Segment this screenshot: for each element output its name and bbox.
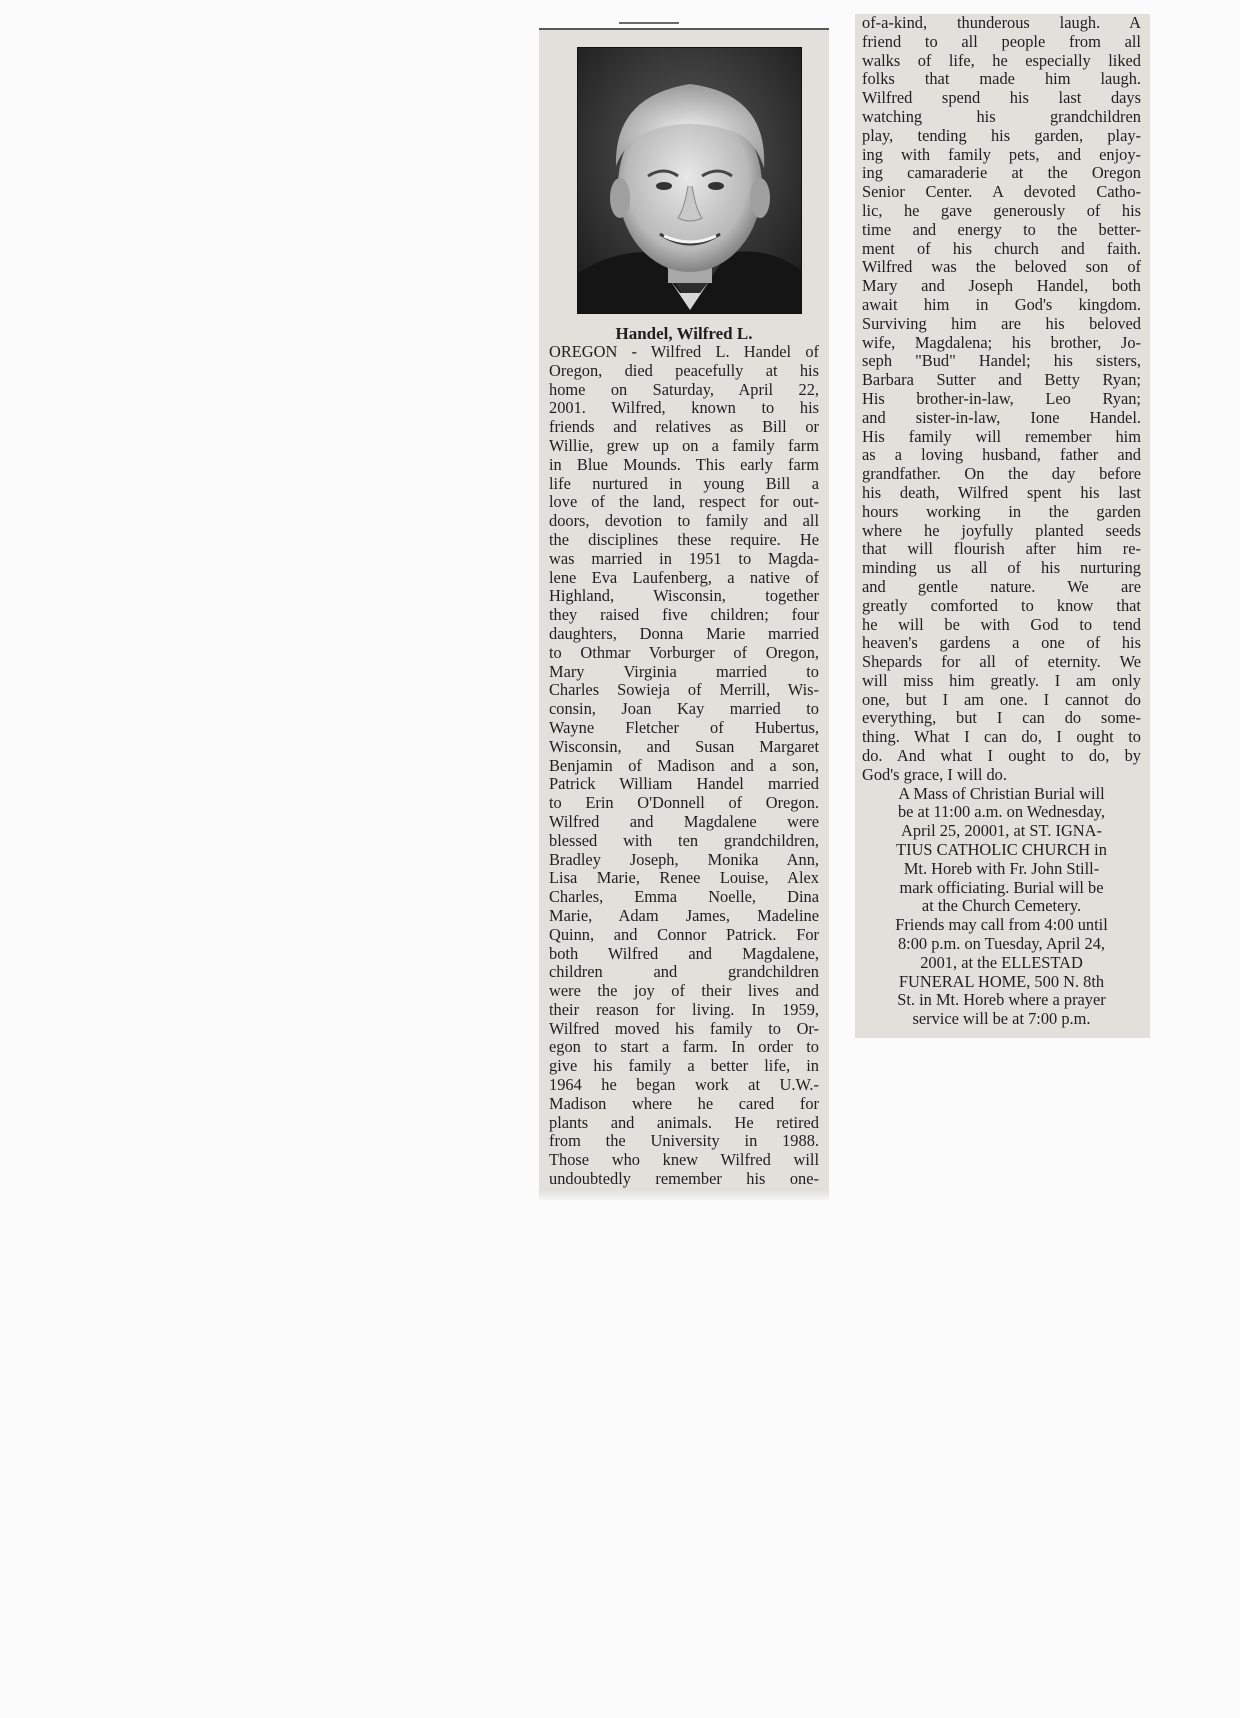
obituary-text-line: to Othmar Vorburger of Oregon, [549,643,819,662]
obituary-text-line: life nurtured in young Bill a [549,474,819,493]
obituary-body-left [549,343,819,1189]
obituary-text-line: friends and relatives as Bill or [549,418,819,437]
portrait-photo [577,47,802,314]
services-text-line: 8:00 p.m. on Tuesday, April 24, [897,935,1106,954]
services-text-line: April 25, 20001, at ST. IGNA- [901,822,1102,841]
obituary-text-line: friend to all people from all [862,32,1141,51]
obituary-text-line: Willie, grew up on a family farm [549,436,819,455]
services-text-line: at the Church Cemetery. [921,897,1082,916]
obituary-text-line: greatly comforted to know that [862,596,1141,615]
obituary-text-line: Bradley Joseph, Monika Ann, [549,850,819,869]
obituary-text-line: Highland, Wisconsin, together [549,587,819,606]
services-text-line: Mt. Horeb with Fr. John Still- [903,859,1100,878]
obituary-text-line: they raised five children; four [549,606,819,625]
clipping-torn-edge [539,1190,829,1200]
obituary-text-line: ing camaraderie at the Oregon [862,164,1141,183]
obituary-text-line: his death, Wilfred spent his last [862,483,1141,502]
obituary-text-line: Wilfred was the beloved son of [862,258,1141,277]
obituary-text-line: hours working in the garden [862,502,1141,521]
obituary-text-line: His family will remember him [862,427,1141,446]
obituary-text-line: heaven's gardens a one of his [862,634,1141,653]
obituary-text-line: Mary Virginia married to [549,662,819,681]
obituary-text-line: egon to start a farm. In order to [549,1038,819,1057]
obituary-text-line: Wayne Fletcher of Hubertus, [549,718,819,737]
obituary-text-line: 2001. Wilfred, known to his [549,399,819,418]
obituary-text-line: will miss him greatly. I am only [862,671,1141,690]
obituary-text-line: children and grandchildren [549,963,819,982]
services-text-line: 2001, at the ELLESTAD [920,953,1083,972]
obituary-text-line: OREGON - Wilfred L. Handel of [549,343,819,361]
obituary-text-line: that will flourish after him re- [862,540,1141,559]
obituary-text-line: watching his grandchildren [862,107,1141,126]
obituary-text-line: from the University in 1988. [549,1132,819,1151]
obituary-text-line: Mary and Joseph Handel, both [862,277,1141,296]
obituary-text-line: he will be with God to tend [862,615,1141,634]
clipping-top-rule [619,22,679,24]
obituary-text-line: Those who knew Wilfred will [549,1151,819,1170]
obituary-text-line: ment of his church and faith. [862,239,1141,258]
obituary-text-line: as a loving husband, father and [862,446,1141,465]
obituary-text-line: await him in God's kingdom. [862,295,1141,314]
obituary-text-line: where he joyfully planted seeds [862,521,1141,540]
obituary-text-line: Oregon, died peacefully at his [549,361,819,380]
obituary-text-line: Shepards for all of eternity. We [862,653,1141,672]
obituary-text-line: 1964 he began work at U.W.- [549,1076,819,1095]
obituary-text-line: Quinn, and Connor Patrick. For [549,925,819,944]
services-text-line: St. in Mt. Horeb where a prayer [897,991,1106,1010]
obituary-text-line: in Blue Mounds. This early farm [549,455,819,474]
obituary-text-line: play, tending his garden, play- [862,126,1141,145]
obituary-text-line: Benjamin of Madison and a son, [549,756,819,775]
obituary-body-right [862,14,1141,1029]
services-text-line: mark officiating. Burial will be [899,878,1104,897]
obituary-text-line: blessed with ten grandchildren, [549,831,819,850]
obituary-text-line: love of the land, respect for out- [549,493,819,512]
obituary-text-line: folks that made him laugh. [862,70,1141,89]
obituary-text-line: Charles, Emma Noelle, Dina [549,888,819,907]
obituary-text-line: lene Eva Laufenberg, a native of [549,568,819,587]
obituary-text-line: everything, but I can do some- [862,709,1141,728]
obituary-text-line: was married in 1951 to Magda- [549,549,819,568]
obituary-text-line: thing. What I can do, I ought to [862,728,1141,747]
obituary-text-line: plants and animals. He retired [549,1113,819,1132]
obituary-text-line: grandfather. On the day before [862,465,1141,484]
obituary-text-line: walks of life, he especially liked [862,51,1141,70]
obituary-text-line: lic, he gave generously of his [862,201,1141,220]
obituary-heading: Handel, Wilfred L. [615,324,753,343]
obituary-text-line: seph "Bud" Handel; his sisters, [862,352,1141,371]
obituary-text-line: both Wilfred and Magdalene, [549,944,819,963]
services-text-line: A Mass of Christian Burial will [898,784,1105,803]
obituary-text-line: Madison where he cared for [549,1094,819,1113]
obituary-text-line: Wilfred spend his last days [862,89,1141,108]
obituary-text-line: Wilfred moved his family to Or- [549,1019,819,1038]
obituary-text-line: consin, Joan Kay married to [549,700,819,719]
obituary-text-line: minding us all of his nurturing [862,559,1141,578]
obituary-text-line: His brother-in-law, Leo Ryan; [862,389,1141,408]
obituary-text-line: Wilfred and Magdalene were [549,812,819,831]
obituary-text-line: Lisa Marie, Renee Louise, Alex [549,869,819,888]
obituary-text-line: daughters, Donna Marie married [549,624,819,643]
services-text-line: service will be at 7:00 p.m. [912,1010,1091,1029]
services-text-line: Friends may call from 4:00 until [895,916,1108,935]
obituary-text-line: Senior Center. A devoted Catho- [862,183,1141,202]
obituary-clipping-right [855,14,1150,1038]
obituary-text-line: Surviving him are his beloved [862,314,1141,333]
obituary-text-line: God's grace, I will do. [862,765,1007,784]
obituary-text-line: and gentle nature. We are [862,577,1141,596]
obituary-text-line: of-a-kind, thunderous laugh. A [862,14,1141,32]
obituary-text-line: Charles Sowieja of Merrill, Wis- [549,681,819,700]
services-text-line: FUNERAL HOME, 500 N. 8th [898,972,1105,991]
obituary-text-line: Barbara Sutter and Betty Ryan; [862,371,1141,390]
obituary-text-line: ing with family pets, and enjoy- [862,145,1141,164]
portrait-illustration [578,48,801,313]
obituary-text-line: give his family a better life, in [549,1057,819,1076]
obituary-text-line: Marie, Adam James, Madeline [549,906,819,925]
obituary-text-line: the disciplines these require. He [549,530,819,549]
services-text-line: TIUS CATHOLIC CHURCH in [896,841,1107,860]
obituary-text-line: undoubtedly remember his one- [549,1170,819,1189]
obituary-text-line: home on Saturday, April 22, [549,380,819,399]
services-text-line: be at 11:00 a.m. on Wednesday, [897,803,1105,822]
obituary-text-line: Patrick William Handel married [549,775,819,794]
obituary-text-line: do. And what I ought to do, by [862,747,1141,766]
obituary-text-line: to Erin O'Donnell of Oregon. [549,794,819,813]
obituary-text-line: Wisconsin, and Susan Margaret [549,737,819,756]
obituary-text-line: doors, devotion to family and all [549,512,819,531]
obituary-text-line: wife, Magdalena; his brother, Jo- [862,333,1141,352]
obituary-text-line: time and energy to the better- [862,220,1141,239]
obituary-text-line: were the joy of their lives and [549,982,819,1001]
obituary-text-line: their reason for living. In 1959, [549,1000,819,1019]
obituary-clipping-left [539,28,829,1200]
obituary-text-line: one, but I am one. I cannot do [862,690,1141,709]
obituary-text-line: and sister-in-law, Ione Handel. [862,408,1141,427]
